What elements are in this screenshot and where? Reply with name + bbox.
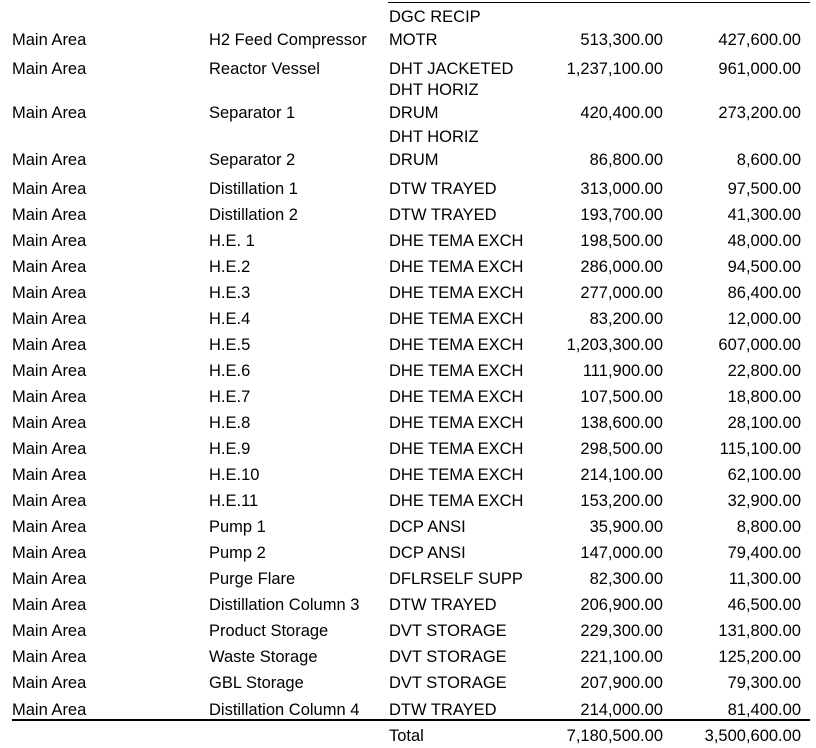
- equipment-type-cell: DHE TEMA EXCH: [389, 388, 524, 406]
- area-cell: Main Area: [12, 544, 87, 562]
- equipment-name-cell: H.E.8: [209, 414, 251, 432]
- equipment-type-cell-line-1: DHT HORIZ: [389, 81, 479, 99]
- equipment-type-cell-line-1: DGC RECIP: [389, 8, 481, 26]
- area-cell: Main Area: [12, 180, 87, 198]
- area-cell: Main Area: [12, 151, 87, 169]
- cost-1-cell: 35,900.00: [589, 518, 663, 536]
- table-top-border: [388, 2, 810, 3]
- cost-2-cell: 97,500.00: [727, 180, 801, 198]
- equipment-type-cell: DTW TRAYED: [389, 180, 497, 198]
- cost-1-cell: 206,900.00: [580, 596, 663, 614]
- cost-1-cell: 298,500.00: [580, 440, 663, 458]
- area-cell: Main Area: [12, 388, 87, 406]
- equipment-type-cell: DTW TRAYED: [389, 206, 497, 224]
- area-cell: Main Area: [12, 414, 87, 432]
- equipment-type-cell: DCP ANSI: [389, 544, 466, 562]
- cost-2-cell: 94,500.00: [727, 258, 801, 276]
- cost-2-cell: 115,100.00: [719, 440, 801, 458]
- equipment-name-cell: Waste Storage: [209, 648, 318, 666]
- cost-1-cell: 107,500.00: [580, 388, 663, 406]
- cost-2-cell: 961,000.00: [718, 60, 801, 78]
- equipment-name-cell: Distillation Column 3: [209, 596, 360, 614]
- cost-1-cell: 193,700.00: [580, 206, 663, 224]
- cost-2-cell: 125,200.00: [718, 648, 801, 666]
- equipment-name-cell: Reactor Vessel: [209, 60, 320, 78]
- cost-1-cell: 277,000.00: [580, 284, 663, 302]
- equipment-type-cell: DVT STORAGE: [389, 648, 507, 666]
- table-row: [0, 128, 816, 176]
- table-row: [0, 202, 816, 228]
- table-row: [0, 384, 816, 410]
- area-cell: Main Area: [12, 310, 87, 328]
- equipment-name-cell: Distillation Column 4: [209, 701, 360, 719]
- cost-2-cell: 607,000.00: [718, 336, 801, 354]
- area-cell: Main Area: [12, 258, 87, 276]
- equipment-type-cell: DHE TEMA EXCH: [389, 310, 524, 328]
- equipment-name-cell: H.E.10: [209, 466, 260, 484]
- cost-1-cell: 313,000.00: [580, 180, 663, 198]
- equipment-type-cell-line-2: DRUM: [389, 104, 439, 122]
- cost-2-cell: 8,600.00: [736, 151, 801, 169]
- cost-1-cell: 420,400.00: [580, 104, 663, 122]
- area-cell: Main Area: [12, 440, 87, 458]
- equipment-type-cell: DVT STORAGE: [389, 622, 507, 640]
- equipment-type-cell: DHE TEMA EXCH: [389, 284, 524, 302]
- cost-2-cell: 18,800.00: [727, 388, 801, 406]
- table-row: [0, 280, 816, 306]
- area-cell: Main Area: [12, 466, 87, 484]
- equipment-type-cell: DHE TEMA EXCH: [389, 258, 524, 276]
- equipment-name-cell: H.E.4: [209, 310, 251, 328]
- table-row: [0, 254, 816, 280]
- equipment-type-cell: DHE TEMA EXCH: [389, 414, 524, 432]
- total-cost-2: 3,500,600.00: [704, 727, 801, 745]
- table-row: [0, 644, 816, 670]
- cost-2-cell: 12,000.00: [727, 310, 801, 328]
- cost-1-cell: 86,800.00: [589, 151, 663, 169]
- equipment-name-cell: H.E.7: [209, 388, 251, 406]
- table-row: [0, 462, 816, 488]
- equipment-type-cell: DHT JACKETED: [389, 60, 514, 78]
- equipment-type-cell-line-2: MOTR: [389, 31, 438, 49]
- table-row: [0, 8, 816, 56]
- equipment-name-cell: Pump 1: [209, 518, 266, 536]
- area-cell: Main Area: [12, 596, 87, 614]
- table-row: [0, 592, 816, 618]
- table-row: [0, 332, 816, 358]
- area-cell: Main Area: [12, 622, 87, 640]
- cost-1-cell: 1,203,300.00: [566, 336, 663, 354]
- table-row: [0, 566, 816, 592]
- area-cell: Main Area: [12, 648, 87, 666]
- cost-1-cell: 513,300.00: [580, 31, 663, 49]
- cost-2-cell: 28,100.00: [727, 414, 801, 432]
- cost-2-cell: 62,100.00: [727, 466, 801, 484]
- table-row: [0, 81, 816, 129]
- table-row: [0, 410, 816, 436]
- cost-2-cell: 273,200.00: [718, 104, 801, 122]
- area-cell: Main Area: [12, 362, 87, 380]
- cost-2-cell: 79,300.00: [727, 674, 801, 692]
- area-cell: Main Area: [12, 674, 87, 692]
- table-row: [0, 306, 816, 332]
- equipment-type-cell: DTW TRAYED: [389, 701, 497, 719]
- equipment-type-cell: DHE TEMA EXCH: [389, 492, 524, 510]
- cost-1-cell: 138,600.00: [580, 414, 663, 432]
- equipment-name-cell: Distillation 1: [209, 180, 298, 198]
- area-cell: Main Area: [12, 570, 87, 588]
- cost-2-cell: 11,300.00: [728, 570, 801, 588]
- table-row: [0, 670, 816, 696]
- cost-1-cell: 147,000.00: [580, 544, 663, 562]
- cost-1-cell: 214,000.00: [580, 701, 663, 719]
- equipment-type-cell: DCP ANSI: [389, 518, 466, 536]
- area-cell: Main Area: [12, 31, 87, 49]
- equipment-type-cell: DHE TEMA EXCH: [389, 232, 524, 250]
- cost-1-cell: 214,100.00: [580, 466, 663, 484]
- table-row: [0, 176, 816, 202]
- cost-1-cell: 153,200.00: [580, 492, 663, 510]
- table-row: [0, 436, 816, 462]
- cost-2-cell: 48,000.00: [727, 232, 801, 250]
- equipment-name-cell: H.E.5: [209, 336, 251, 354]
- cost-2-cell: 32,900.00: [727, 492, 801, 510]
- equipment-name-cell: H.E.3: [209, 284, 251, 302]
- cost-2-cell: 427,600.00: [718, 31, 801, 49]
- equipment-name-cell: Purge Flare: [209, 570, 296, 588]
- cost-1-cell: 286,000.00: [580, 258, 663, 276]
- area-cell: Main Area: [12, 60, 87, 78]
- equipment-name-cell: H.E.2: [209, 258, 251, 276]
- equipment-type-cell: DFLRSELF SUPP: [389, 570, 523, 588]
- table-row: [0, 514, 816, 540]
- equipment-type-cell: DHE TEMA EXCH: [389, 440, 524, 458]
- cost-2-cell: 81,400.00: [727, 701, 801, 719]
- equipment-type-cell-line-2: DRUM: [389, 151, 439, 169]
- table-row: [0, 56, 816, 82]
- equipment-name-cell: Separator 2: [209, 151, 296, 169]
- cost-2-cell: 79,400.00: [727, 544, 801, 562]
- equipment-type-cell: DVT STORAGE: [389, 674, 507, 692]
- cost-1-cell: 111,900.00: [582, 362, 663, 380]
- cost-2-cell: 46,500.00: [727, 596, 801, 614]
- area-cell: Main Area: [12, 701, 87, 719]
- cost-1-cell: 83,200.00: [589, 310, 663, 328]
- area-cell: Main Area: [12, 336, 87, 354]
- equipment-name-cell: Pump 2: [209, 544, 266, 562]
- area-cell: Main Area: [12, 518, 87, 536]
- cost-2-cell: 41,300.00: [727, 206, 801, 224]
- area-cell: Main Area: [12, 492, 87, 510]
- cost-2-cell: 22,800.00: [727, 362, 801, 380]
- equipment-name-cell: H2 Feed Compressor: [209, 31, 367, 49]
- equipment-type-cell: DHE TEMA EXCH: [389, 336, 524, 354]
- equipment-type-cell: DTW TRAYED: [389, 596, 497, 614]
- equipment-type-cell-line-1: DHT HORIZ: [389, 128, 479, 146]
- equipment-name-cell: Distillation 2: [209, 206, 298, 224]
- table-row: [0, 228, 816, 254]
- area-cell: Main Area: [12, 284, 87, 302]
- cost-2-cell: 8,800.00: [736, 518, 801, 536]
- table-row: [0, 540, 816, 566]
- cost-1-cell: 198,500.00: [580, 232, 663, 250]
- total-label: Total: [389, 727, 424, 745]
- equipment-type-cell: DHE TEMA EXCH: [389, 362, 524, 380]
- table-row: [0, 358, 816, 384]
- equipment-type-cell: DHE TEMA EXCH: [389, 466, 524, 484]
- equipment-name-cell: Separator 1: [209, 104, 296, 122]
- equipment-name-cell: GBL Storage: [209, 674, 304, 692]
- equipment-name-cell: H.E.9: [209, 440, 251, 458]
- total-cost-1: 7,180,500.00: [566, 727, 663, 745]
- cost-2-cell: 86,400.00: [727, 284, 801, 302]
- equipment-name-cell: H.E. 1: [209, 232, 255, 250]
- equipment-name-cell: H.E.11: [209, 492, 259, 510]
- table-row: [0, 618, 816, 644]
- cost-1-cell: 221,100.00: [580, 648, 663, 666]
- area-cell: Main Area: [12, 104, 87, 122]
- equipment-name-cell: Product Storage: [209, 622, 329, 640]
- cost-1-cell: 1,237,100.00: [566, 60, 663, 78]
- cost-2-cell: 131,800.00: [718, 622, 801, 640]
- total-separator-line: [12, 719, 810, 721]
- cost-1-cell: 82,300.00: [589, 570, 663, 588]
- area-cell: Main Area: [12, 232, 87, 250]
- area-cell: Main Area: [12, 206, 87, 224]
- cost-1-cell: 207,900.00: [580, 674, 663, 692]
- table-row: [0, 488, 816, 514]
- cost-1-cell: 229,300.00: [580, 622, 663, 640]
- equipment-name-cell: H.E.6: [209, 362, 251, 380]
- total-row: [0, 726, 816, 748]
